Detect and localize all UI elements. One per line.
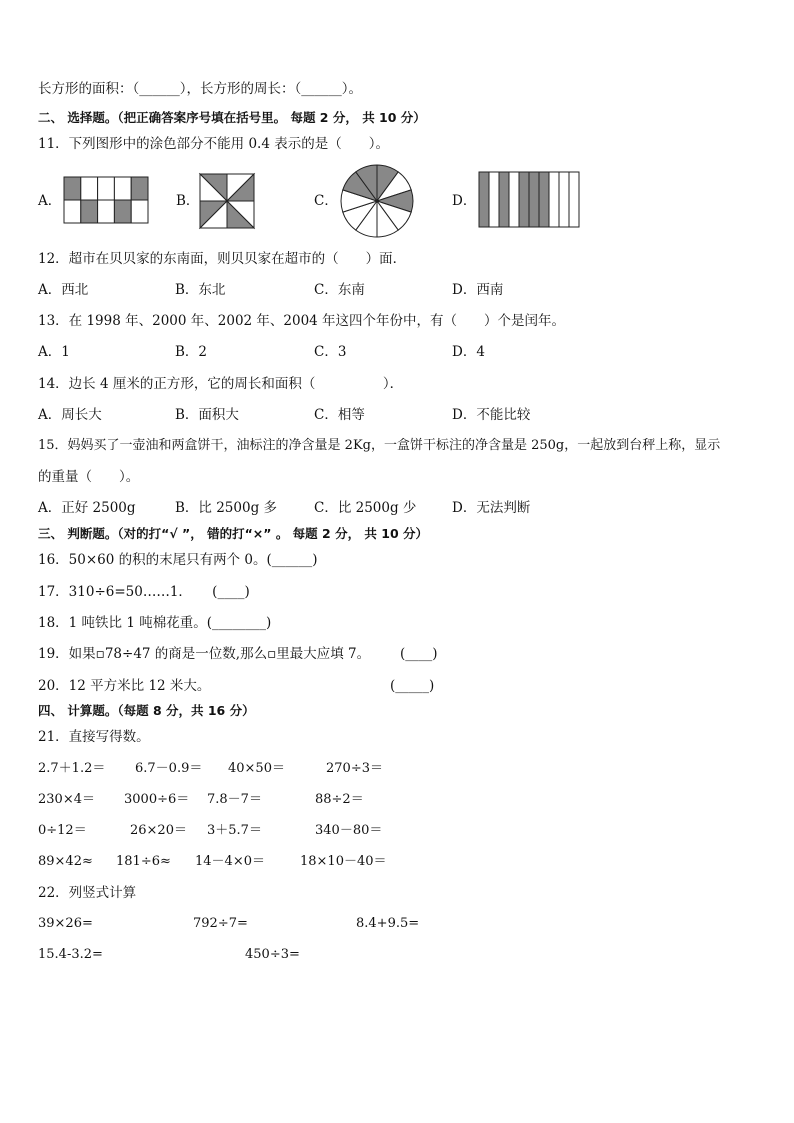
calc-item: 3000÷6＝: [124, 792, 190, 807]
vertical-calc-item: 8.4+9.5=: [356, 916, 420, 931]
calc-item: 89×42≈: [38, 854, 93, 869]
figure-b-square: [200, 174, 254, 228]
vertical-calc-item: 792÷7=: [193, 916, 248, 931]
q15-option-a[interactable]: A．正好 2500g: [38, 500, 136, 516]
q14-option-a[interactable]: A．周长大: [38, 407, 102, 423]
option-d-label[interactable]: D．: [452, 193, 477, 209]
q13-option-d[interactable]: D．4: [452, 344, 485, 360]
q12-option-b[interactable]: B．东北: [175, 282, 226, 298]
q13-option-b[interactable]: B．2: [175, 344, 208, 360]
calc-item: 18×10－40＝: [300, 854, 387, 869]
q19-answer-blank[interactable]: (____): [400, 646, 438, 662]
q20-answer-blank[interactable]: (_____): [390, 678, 435, 694]
option-c-label[interactable]: C．: [314, 193, 338, 209]
area-perimeter-line: 长方形的面积：（______），长方形的周长：（______）。: [38, 81, 362, 97]
question-22: 22．列竖式计算: [38, 885, 137, 901]
question-16: 16．50×60 的积的末尾只有两个 0。(______): [38, 552, 318, 568]
q12-option-d[interactable]: D．西南: [452, 282, 504, 298]
section-4-title: 四、 计算题。（每题 8 分，共 16 分）: [38, 703, 255, 718]
figure-d-strips: [479, 172, 579, 227]
question-15-line-2: 的重量（ ）。: [38, 469, 140, 485]
calc-item: 26×20＝: [130, 823, 187, 838]
option-b-label[interactable]: B．: [176, 193, 200, 209]
q12-option-a[interactable]: A．西北: [38, 282, 89, 298]
calc-item: 340－80＝: [315, 823, 383, 838]
calc-item: 3＋5.7＝: [207, 823, 262, 838]
calc-item: 181÷6≈: [116, 854, 171, 869]
question-15-line-1: 15．妈妈买了一壶油和两盒饼干，油标注的净含量是 2Kg，一盒饼干标注的净含量是 250g，一起放到台秤上称，显示: [38, 438, 721, 453]
calc-item: 2.7＋1.2＝: [38, 761, 106, 776]
calc-item: 7.8－7＝: [207, 792, 262, 807]
option-a-label[interactable]: A．: [38, 193, 62, 209]
question-12: 12．超市在贝贝家的东南面，则贝贝家在超市的（ ）面．: [38, 251, 407, 267]
section-3-title: 三、 判断题。（对的打“√ ”， 错的打“×” 。 每题 2 分， 共 10 分）: [38, 526, 429, 541]
q14-option-c[interactable]: C．相等: [314, 407, 365, 423]
vertical-calc-item: 15.4-3.2=: [38, 947, 103, 962]
q13-option-c[interactable]: C．3: [314, 344, 347, 360]
vertical-calc-item: 450÷3=: [245, 947, 300, 962]
section-2-title: 二、 选择题。（把正确答案序号填在括号里。 每题 2 分， 共 10 分）: [38, 110, 426, 125]
figure-a-grid: [64, 177, 148, 223]
calc-item: 40×50＝: [228, 761, 285, 776]
q15-option-b[interactable]: B．比 2500g 多: [175, 500, 278, 516]
vertical-calc-item: 39×26=: [38, 916, 93, 931]
question-17: 17．310÷6=50……1． (____): [38, 584, 250, 600]
calc-item: 14－4×0＝: [195, 854, 265, 869]
q12-option-c[interactable]: C．东南: [314, 282, 365, 298]
question-20: 20．12 平方米比 12 米大。: [38, 678, 211, 694]
q15-option-d[interactable]: D．无法判断: [452, 500, 531, 516]
question-13: 13．在 1998 年、2000 年、2002 年、2004 年这四个年份中，有（ ）个是闰年。: [38, 313, 566, 329]
calc-item: 270÷3＝: [326, 761, 383, 776]
question-21: 21．直接写得数。: [38, 729, 150, 745]
calc-item: 6.7－0.9＝: [135, 761, 203, 776]
calc-item: 88÷2＝: [315, 792, 364, 807]
question-11: 11．下列图形中的涂色部分不能用 0.4 表示的是（ ）。: [38, 136, 389, 152]
question-19: 19．如果▫78÷47 的商是一位数,那么▫里最大应填 7。: [38, 646, 371, 662]
question-14: 14．边长 4 厘米的正方形，它的周长和面积（ ）．: [38, 376, 404, 392]
figure-c-circle: [341, 165, 413, 237]
q15-option-c[interactable]: C．比 2500g 少: [314, 500, 417, 516]
calc-item: 230×4＝: [38, 792, 95, 807]
q13-option-a[interactable]: A．1: [38, 344, 70, 360]
q14-option-b[interactable]: B．面积大: [175, 407, 239, 423]
q14-option-d[interactable]: D．不能比较: [452, 407, 531, 423]
question-18: 18．1 吨铁比 1 吨棉花重。(________): [38, 615, 272, 631]
calc-item: 0÷12＝: [38, 823, 87, 838]
